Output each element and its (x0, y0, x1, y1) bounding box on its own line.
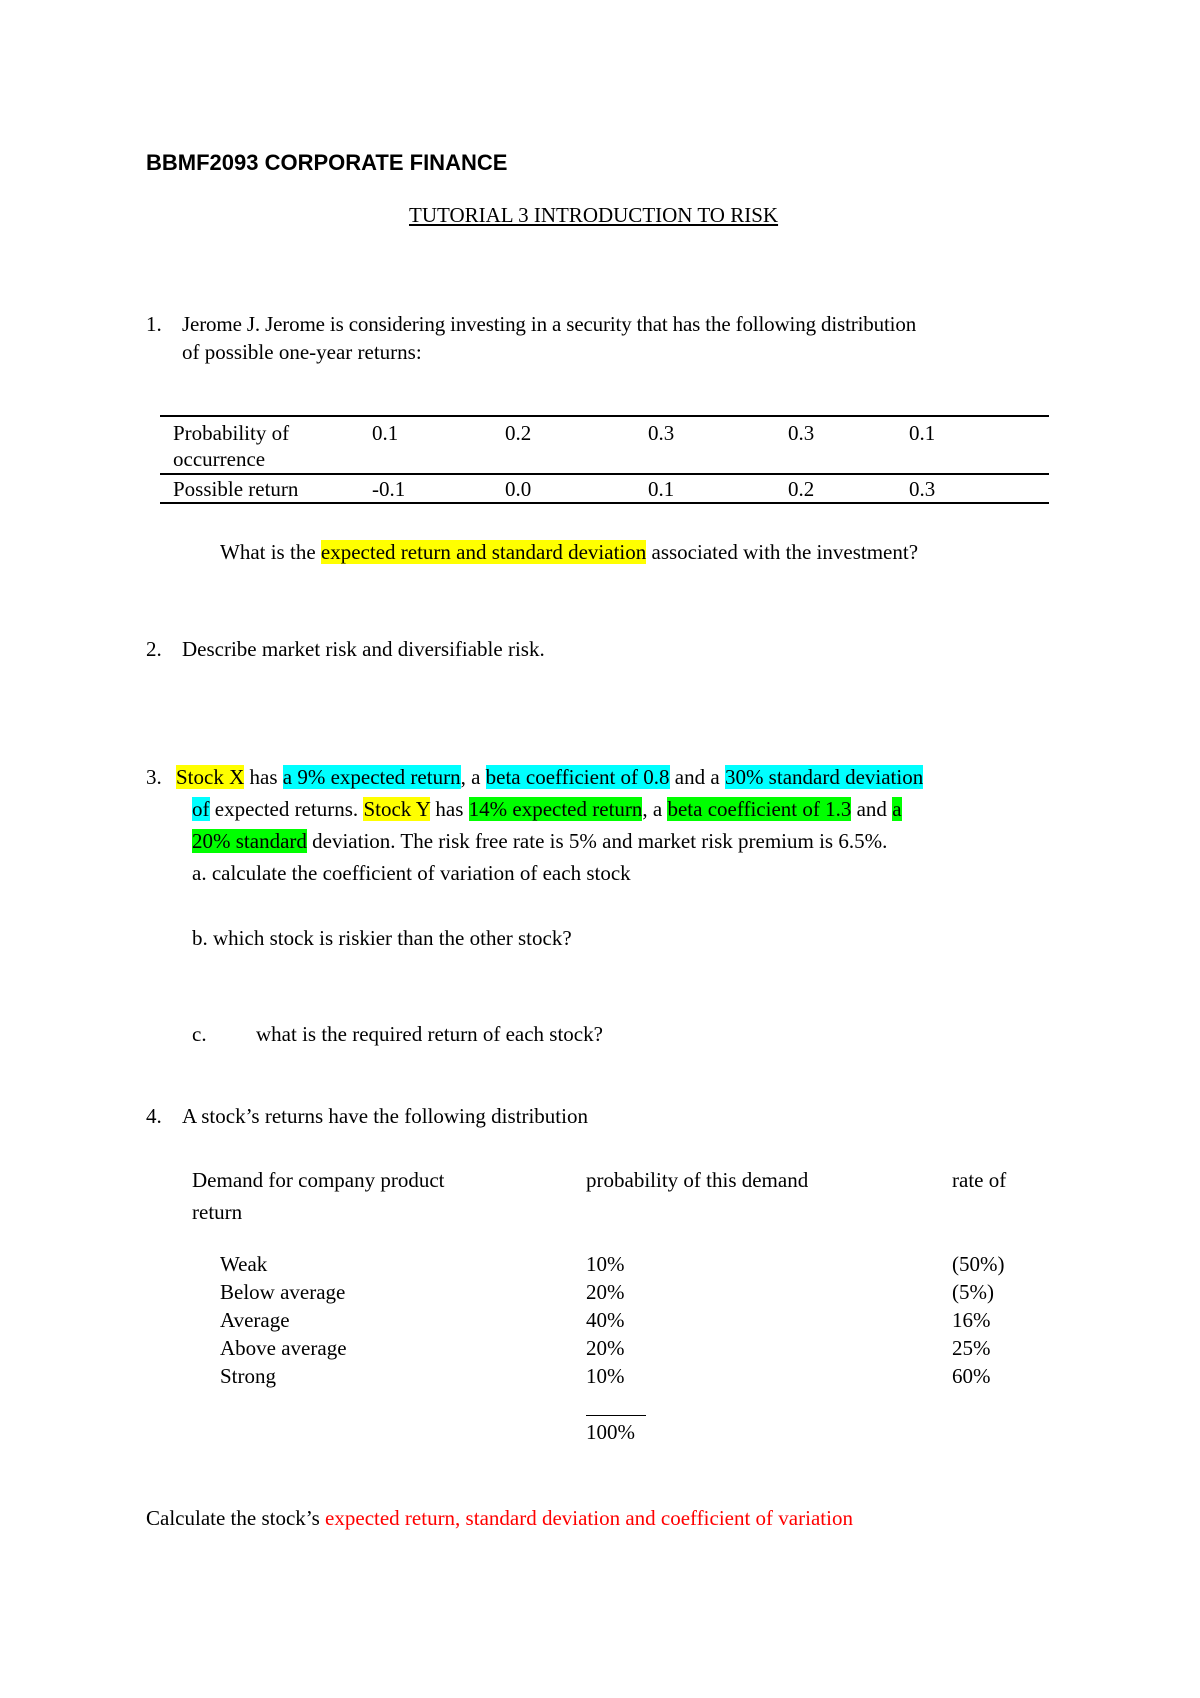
row1-value: 0.1 (909, 421, 936, 445)
stock-x-std-dev: 30% standard deviation (724, 765, 924, 789)
rate-cell: 25% (952, 1336, 991, 1360)
demand-cell: Weak (220, 1252, 268, 1276)
q3-part-c-text: what is the required return of each stock? (256, 1022, 603, 1046)
probability-total: 100% (586, 1420, 635, 1444)
probability-cell: 10% (586, 1252, 625, 1276)
q3-line1 (176, 764, 923, 790)
q3-part-c-label: c. (192, 1022, 207, 1046)
probability-cell: 20% (586, 1336, 625, 1360)
demand-cell: Strong (220, 1364, 277, 1388)
q4-number: 4. (146, 1104, 162, 1128)
q4-header-probability: probability of this demand (586, 1168, 809, 1192)
row1-value: 0.1 (372, 421, 399, 445)
row1-label-line2: occurrence (173, 447, 266, 471)
rate-cell: 16% (952, 1308, 991, 1332)
stock-y-expected-return: 14% expected return (468, 797, 643, 821)
q1-question-post: associated with the investment? (646, 540, 919, 564)
row2-label: Possible return (173, 477, 299, 501)
q2-number: 2. (146, 637, 162, 661)
row1-value: 0.3 (788, 421, 815, 445)
q1-question (220, 539, 918, 565)
rate-cell: (50%) (952, 1252, 1005, 1276)
q4-final-question (146, 1505, 853, 1531)
row2-value: 0.2 (788, 477, 815, 501)
q3-part-b: b. which stock is riskier than the other stock? (192, 926, 572, 950)
stock-y-std-dev: a (892, 797, 902, 821)
page-title: BBMF2093 CORPORATE FINANCE (146, 150, 508, 175)
probability-cell: 20% (586, 1280, 625, 1304)
probability-cell: 40% (586, 1308, 625, 1332)
q3-text: , a (642, 797, 668, 821)
q4-text: A stock’s returns have the following distribution (182, 1104, 588, 1128)
q3-text: and (851, 797, 893, 821)
rate-cell: 60% (952, 1364, 991, 1388)
q1-text-line2: of possible one-year returns: (182, 340, 422, 364)
probability-cell: 10% (586, 1364, 625, 1388)
q4-header-wrap: return (192, 1200, 243, 1224)
row1-value: 0.2 (505, 421, 532, 445)
stock-y-beta: beta coefficient of 1.3 (667, 797, 852, 821)
table-bottom-rule (160, 502, 1049, 504)
q3-text: expected returns. (209, 797, 364, 821)
q1-question-highlight: expected return and standard deviation (320, 540, 647, 564)
q1-text-line1: Jerome J. Jerome is considering investing in a security that has the following distribution (182, 312, 917, 336)
rate-cell: (5%) (952, 1280, 994, 1304)
q3-text: and a (669, 765, 725, 789)
q4-header-rate: rate of (952, 1168, 1007, 1192)
row1-label-line1: Probability of (173, 421, 290, 445)
q3-number: 3. (146, 765, 162, 789)
q3-line3 (192, 828, 887, 854)
q3-text: has (244, 765, 283, 789)
q3-part-a: a. calculate the coefficient of variation of each stock (192, 861, 631, 885)
demand-cell: Average (220, 1308, 290, 1332)
row2-value: 0.3 (909, 477, 936, 501)
stock-y-label: Stock Y (363, 797, 431, 821)
q2-text: Describe market risk and diversifiable risk. (182, 637, 545, 661)
row2-value: -0.1 (372, 477, 406, 501)
row2-value: 0.1 (648, 477, 675, 501)
stock-x-std-dev-cont: of (192, 797, 210, 821)
demand-cell: Above average (220, 1336, 347, 1360)
stock-x-label: Stock X (176, 765, 245, 789)
total-rule (586, 1415, 646, 1416)
q4-header-demand: Demand for company product (192, 1168, 445, 1192)
stock-x-expected-return: a 9% expected return (282, 765, 461, 789)
stock-y-std-dev-cont: 20% standard (192, 829, 307, 853)
q4-final-pre: Calculate the stock’s (146, 1506, 326, 1530)
table-middle-rule (160, 473, 1049, 475)
q3-line2 (192, 796, 902, 822)
table-top-rule (160, 415, 1049, 417)
demand-cell: Below average (220, 1280, 346, 1304)
q3-text: , a (460, 765, 486, 789)
q1-number: 1. (146, 312, 162, 336)
q4-final-red: expected return, standard deviation and coefficient of variation (325, 1506, 853, 1530)
stock-x-beta: beta coefficient of 0.8 (485, 765, 670, 789)
q3-text: has (430, 797, 469, 821)
row2-value: 0.0 (505, 477, 532, 501)
page-subtitle: TUTORIAL 3 INTRODUCTION TO RISK (409, 203, 779, 227)
q1-question-pre: What is the (220, 540, 321, 564)
row1-value: 0.3 (648, 421, 675, 445)
q3-text: deviation. The risk free rate is 5% and market risk premium is 6.5%. (306, 829, 888, 853)
